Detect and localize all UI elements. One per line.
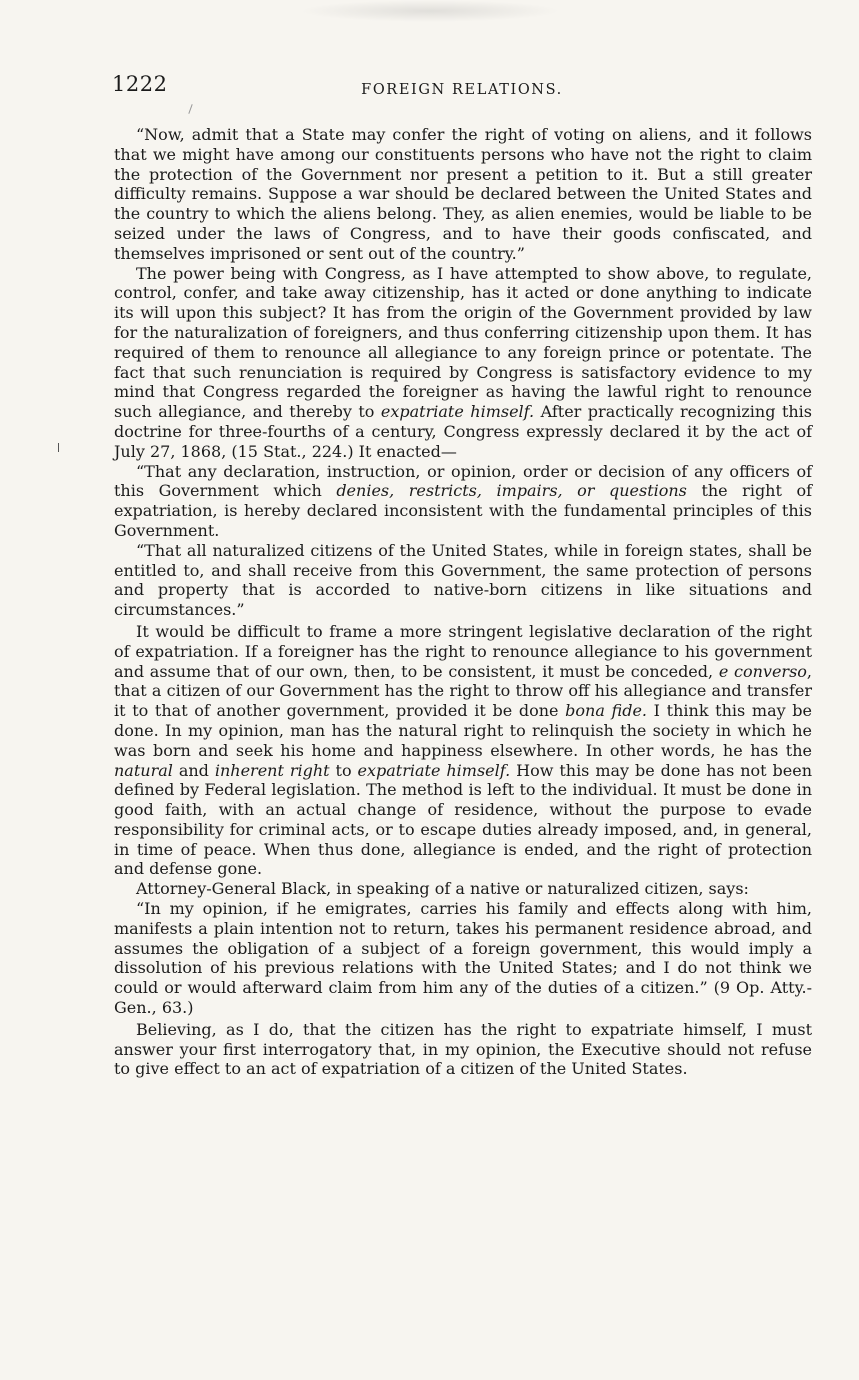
paragraph-quote-3: [114, 462, 812, 541]
italic-text: expatriate himself.: [380, 402, 535, 422]
italic-text: bona fide.: [565, 701, 648, 721]
text-run: The power being with Congress, as I have attempted to show above, to regulate, control, confer, and take away citizenship, has it acted or done anything to indicate its will upon this subject? It has from the origin of the Government provided by law for the naturalization of foreigners, and thus conferring citizenship upon them. It has required of them to renounce all allegiance to any foreign prince or potentate. The fact that such renunciation is required by Congress is satisfactory evidence to my mind that Congress regarded the foreigner as having the lawful right to renounce such allegiance, and thereby to: [114, 263, 812, 422]
page-header: [112, 72, 812, 108]
page-number: 1222: [112, 72, 168, 96]
body-text: [114, 125, 812, 1079]
text-run: , that a citizen of our Government has the right to throw off his allegiance and transfer it to that of another government, provided it be done: [114, 661, 813, 721]
italic-text: natural: [114, 760, 173, 780]
text-run: and: [172, 760, 215, 780]
italic-text: denies, restricts, impairs, or questions: [336, 481, 687, 501]
paragraph-2: [114, 264, 812, 462]
paragraph-5: [114, 622, 812, 879]
text-run: After practically recognizing this doctrine for three-fourths of a century, Congress expressly declared it by the act of July 27, 1868, (15 Stat., 224.) It enacted—: [114, 402, 813, 461]
paragraph-quote-7: “In my opinion, if he emigrates, carries his family and effects along with him, manifests a plain intention not to return, takes his permanent residence abroad, and assumes the obligation of a subject of a foreign government, this would imply a dissolution of his previous relations with the United States; and I do not think we could or would afterward claim from him any of the duties of a citizen.” (9 Op. Atty.-Gen., 63.): [114, 899, 812, 1018]
margin-mark: [58, 443, 59, 452]
italic-text: inherent right: [214, 760, 330, 780]
text-run: How this may be done has not been defined by Federal legislation. The method is left to the individual. It must be done in good faith, with an actual change of residence, without the purpose to evade responsibility for criminal acts, or to escape duties already imposed, and, in general, in time of peace. When thus done, allegiance is ended, and the right of protection and defense gone.: [114, 760, 813, 879]
paragraph-8: Believing, as I do, that the citizen has the right to expatriate himself, I must answer your first interrogatory that, in my opinion, the Executive should not refuse to give effect to an act of expatriation of a citizen of the United States.: [114, 1019, 812, 1079]
text-run: the right of expatriation, is hereby declared inconsistent with the fundamental principles of this Government.: [114, 481, 813, 540]
text-run: I think this may be done. In my opinion, man has the natural right to relinquish the society in which he was born and seek his home and happiness elsewhere. In other words, he has the: [114, 701, 813, 760]
italic-text: e converso: [718, 661, 807, 681]
running-head: FOREIGN RELATIONS.: [361, 82, 563, 98]
scan-smudge: [300, 0, 560, 22]
text-run: to: [329, 760, 358, 780]
italic-text: expatriate himself.: [357, 760, 511, 780]
paragraph-quote-1: “Now, admit that a State may confer the right of voting on aliens, and it follows that we might have among our constituents persons who have not the right to claim the protection of the Government nor present a petition to it. But a still greater difficulty remains. Suppose a war should be declared between the United States and the country to which the aliens belong. They, as alien enemies, would be liable to be seized under the laws of Congress, and to have their goods confiscated, and themselves imprisoned or sent out of the country.”: [114, 125, 812, 263]
paragraph-quote-4: “That all naturalized citizens of the United States, while in foreign states, shall be entitled to, and shall receive from this Government, the same protection of persons and property that is accorded to native-born citizens in like situations and circumstances.”: [114, 540, 812, 620]
text-run: “That any declaration, instruction, or opinion, order or decision of any officers of this Government which: [114, 461, 812, 501]
paragraph-6: Attorney-General Black, in speaking of a native or naturalized citizen, says:: [136, 879, 749, 899]
text-run: It would be difficult to frame a more stringent legislative declaration of the right of expatriation. If a foreigner has the right to renounce allegiance to his government and assume that of our own, then, to be consistent, it must be conceded,: [114, 621, 812, 681]
